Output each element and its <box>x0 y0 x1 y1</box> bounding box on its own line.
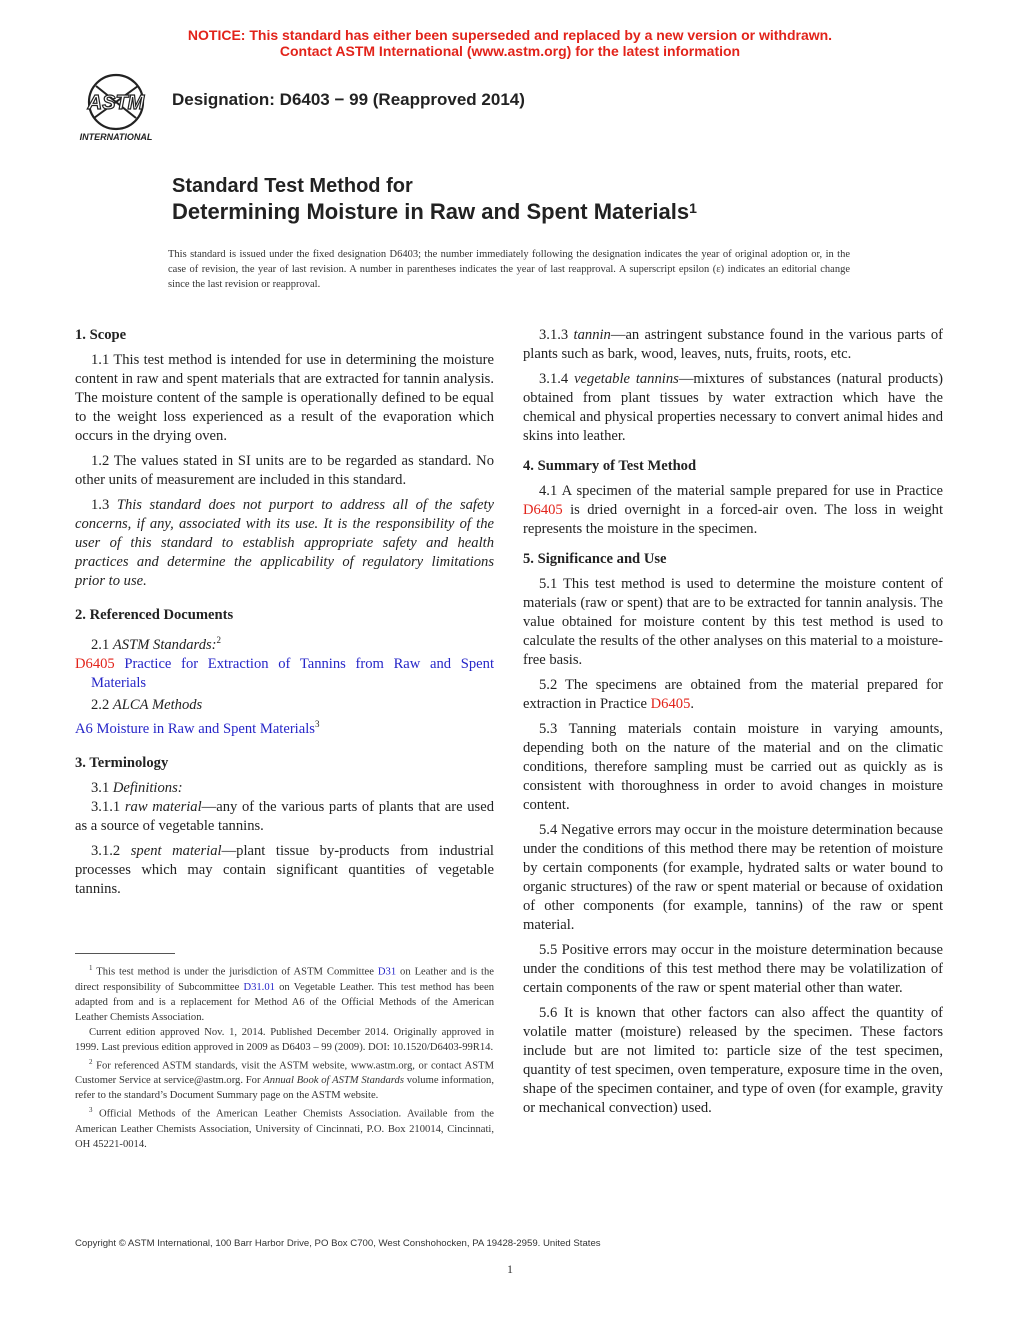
title-line-1: Standard Test Method for <box>172 175 413 197</box>
footnote-3: $^3$ Official Methods of the American Leather Chemists Association. Available from the American Leather Chemists Association, University of Cincinnati, P.O. Box 210014, Cincinnati, OH 45221-0014. <box>75 1106 494 1150</box>
section-heading-summary: 4. Summary of Test Method <box>523 458 697 474</box>
safety-caveat: This standard does not purport to address all of the safety concerns, if any, associated with its use. It is the responsibility of the user of this standard to establish appropriate safety and health practices and determine the applicability of regulatory limitations prior to use. <box>75 497 494 589</box>
logo-text-top: ASTM <box>87 92 145 114</box>
d6405-title[interactable]: Practice for Extraction of Tannins from Raw and Spent Materials <box>91 655 494 691</box>
paragraph-5-6: 5.6 It is known that other factors can also affect the quantity of volatile matter (moisture) released by the specimen. These factors include but are not limited to: particle size of the test specimen, quantity of test specimen, oven temperature, exposure time in the oven, shape of the specimen container, and type of oven (for example, gravity or mechanical convection) used. <box>523 1005 943 1116</box>
definition-tannin: 3.1.3 tannin—an astringent substance found in the various parts of plants such as bark, wood, leaves, nuts, fruits, roots, etc. <box>523 327 943 362</box>
paragraph-number: 1.3 <box>91 497 117 513</box>
subcommittee-link[interactable]: D31.01 <box>243 981 275 993</box>
designation: Designation: D6403 − 99 (Reapproved 2014) <box>172 90 525 109</box>
paragraph-1-1: 1.1 This test method is intended for use in determining the moisture content in raw and spent materials that are extracted for tannin analysis. The moisture content of the sample is operationally defined to be equal to the weight loss experienced as a result of the evaporation which occurs in the drying oven. <box>75 352 495 444</box>
logo-text-bottom: INTERNATIONAL <box>79 132 153 142</box>
definition-raw-material: 3.1.1 raw material—any of the various parts of plants that are used as a source of vegetable tannins. <box>75 798 495 834</box>
paragraph-5-4: 5.4 Negative errors may occur in the moisture determination because under the conditions of this method there may be retention of moisture by certain components (for example, hydrated salts or water bound to organic structures) of the raw or spent material or because of oxidation of other components (for example, tannins) of the raw or spent material. <box>523 822 943 933</box>
astm-logo-icon <box>74 72 160 144</box>
d6405-link-2[interactable]: D6405 <box>650 696 691 712</box>
reference-d6405[interactable] <box>75 655 494 693</box>
paragraph-5-1: 5.1 This test method is used to determine the moisture content of materials (raw or spent) that are to be extracted for tannin analysis. The value obtained for moisture content by this test method is used to calculate the results of the other analyses on this material to a moisture-free basis. <box>523 576 943 668</box>
right-column <box>523 326 943 1118</box>
section-heading-scope: 1. Scope <box>75 327 127 343</box>
section-heading-terminology: 3. Terminology <box>75 754 169 771</box>
footnote-1-edition: Current edition approved Nov. 1, 2014. Published December 2014. Originally approved in 1999. Last previous edition approved in 2009 as D6403 – 99 (2009). DOI: 10.1520/D6403-99R14. <box>75 1026 494 1053</box>
notice-line-1: NOTICE: This standard has either been superseded and replaced by a new version or withdrawn. <box>187 27 833 43</box>
reference-a6[interactable]: A6 Moisture in Raw and Spent Materials$^3$ <box>75 718 320 737</box>
footnote-divider <box>75 953 175 954</box>
footnote-1: $^1$ This test method is under the jurisdiction of ASTM Committee D31 on Leather and is the direct responsibility of Subcommittee D31.01 on Vegetable Leather. This test method has been adapted from and is a replacement for Method A6 of the Official Methods of the American Leather Chemists Association. <box>75 964 494 1023</box>
title-footnote-mark: 1 <box>689 200 697 216</box>
section-heading-significance: 5. Significance and Use <box>523 551 667 567</box>
paragraph-5-2: 5.2 The specimens are obtained from the material prepared for extraction in Practice D6405. <box>523 677 943 712</box>
definition-spent-material: 3.1.2 spent material—plant tissue by-products from industrial processes which may contain significant quantities of vegetable tannins. <box>75 842 494 897</box>
paragraph-4-1: 4.1 A specimen of the material sample prepared for use in Practice D6405 is dried overnight in a forced-air oven. The loss in weight represents the moisture in the specimen. <box>523 483 943 537</box>
footnotes <box>75 961 494 1152</box>
title-line-2 <box>172 199 697 225</box>
footnote-2: $^2$ For referenced ASTM standards, visit the ASTM website, www.astm.org, or contact ASTM Customer Service at service@astm.org. For Annual Book of ASTM Standards volume information, refer to the standard’s Document Summary page on the ASTM website. <box>75 1057 494 1102</box>
paragraph-1-2: 1.2 The values stated in SI units are to be regarded as standard. No other units of measurement are included in this standard. <box>75 453 494 488</box>
section-heading-referenced: 2. Referenced Documents <box>75 607 234 623</box>
d6405-code-link[interactable]: D6405 <box>75 655 115 672</box>
issued-note: This standard is issued under the fixed designation D6403; the number immediately following the designation indicates the year of original adoption or, in the case of revision, the year of last revision. A number in parentheses indicates the year of last reapproval. A superscript epsilon (ε) indicates an editorial change since the last revision or reapproval. <box>168 249 850 290</box>
alca-methods-label: 2.2 ALCA Methods <box>91 696 203 713</box>
definitions-label: 3.1 Definitions: <box>91 779 183 796</box>
title-text: Determining Moisture in Raw and Spent Materials <box>172 199 690 224</box>
paragraph-5-5: 5.5 Positive errors may occur in the moisture determination because under the conditions of this test method there may be volatilization of certain components of the raw or spent material other than water. <box>523 942 943 996</box>
page-number: 1 <box>507 1262 513 1276</box>
notice-line-2: Contact ASTM International (www.astm.org) for the latest information <box>279 43 741 59</box>
left-column <box>75 326 494 899</box>
definition-vegetable-tannins: 3.1.4 vegetable tannins—mixtures of substances (natural products) obtained from plant tissues by water extraction which have the chemical and physical properties necessary to convert animal hides and skins into leather. <box>523 371 943 444</box>
d6405-link[interactable]: D6405 <box>523 502 563 518</box>
astm-standards-label: 2.1 ASTM Standards:$^2$ <box>91 635 222 653</box>
committee-link[interactable]: D31 <box>377 966 397 978</box>
copyright: Copyright © ASTM International, 100 Barr Harbor Drive, PO Box C700, West Conshohocken, PA 19428-2959. United States <box>75 1238 601 1249</box>
a6-title[interactable]: A6 Moisture in Raw and Spent Materials <box>75 720 315 737</box>
paragraph-5-3: 5.3 Tanning materials contain moisture in varying amounts, depending both on the nature of the material and on the climatic conditions, therefore sampling must be carried out as quickly as is consistent with thoroughness in order to avoid changes in moisture content. <box>523 721 943 813</box>
paragraph-1-3 <box>75 496 494 591</box>
